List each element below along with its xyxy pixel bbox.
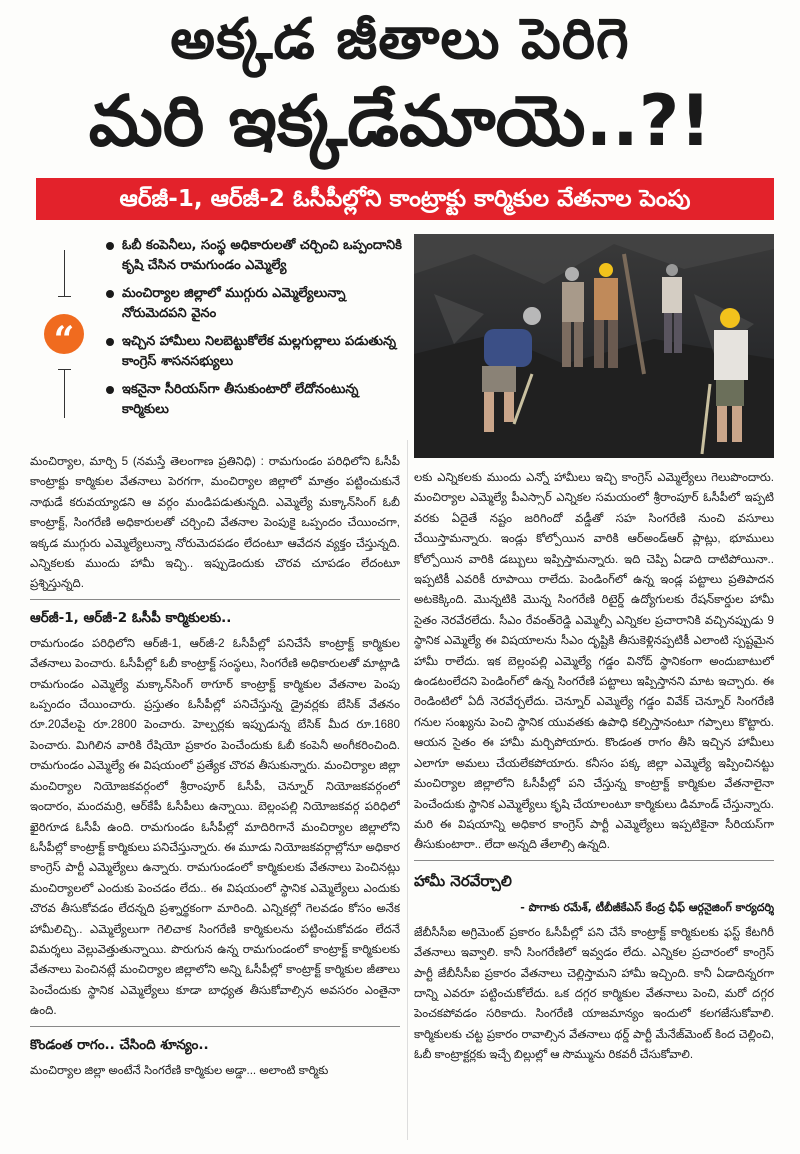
article-paragraph: మంచిర్యాల జిల్లా అంటేనే సింగరేణి కార్మికుల అడ్డా... అలాంటి కార్మికు xyxy=(30,1063,329,1077)
column-divider xyxy=(407,440,408,1140)
article-paragraph: లకు ఎన్నికలకు ముందు ఎన్నో హామీలు ఇచ్చి కాంగ్రెస్ ఎమ్మెల్యేలు గెలుపొందారు. మంచిర్యాల ఎమ్మెల్యే పీఎస్సార్ ఎన్నికల సమయంలో శ్రీరాంపూర్ ఓసీపీలో ఇప్పటి వరకు ఏదైతే నష్టం జరిగిందో వడ్డీతో సహ సింగరేణి నుంచి వసూలు చేయిస్తామన్నారు. ఇండ్లు కోల్పోయిన వారికి ఆర్‌అండ్‌ఆర్ ప్లాట్లు, భూములు కోల్పోయిన వారికి డబ్బులు ఇప్పిస్తామన్నారు. ఇది చెప్పి ఏడాది దాటిపోయినా.. ఇప్పటికీ ఎవరికీ రూపాయి రాలేదు. పెండింగ్‌లో ఉన్న ఇండ్ల పట్టాలు ప్రతిపాదన అటకెక్కింది. మొన్నటికి మొన్న సింగరేణి రిటైర్డ్ ఉద్యోగులకు రేషన్‌కార్డుల హామీ సైతం నెరవేరలేదు. సీఎం రేవంత్‌రెడ్డి ఎమ్మెల్సీ ఎన్నికల ప్రచారానికి వచ్చినప్పుడు 9 స్థానిక ఎమ్మెల్యే ఈ విషయాలను సీఎం దృష్టికి తీసుకెళ్లినప్పటికీ ఎలాంటి స్పష్టమైన హామీ రాలేదు. ఇక బెల్లంపల్లి ఎమ్మెల్యే గడ్డం వినోద్ స్థానికంగా అందుబాటులో ఉండటంలేదని పెండింగ్‌లో ఉన్న సింగరేణి పట్టాలు ఇప్పిస్తానని మాట ఇచ్చారు. ఈ రెండింటిలో ఏదీ నెరవేర్చలేదు. చెన్నూర్ ఎమ్మెల్యే గడ్డం వివేక్ చెన్నూర్ సింగరేణి గనుల సంఖ్యను పెంచి స్థానిక యువతకు ఉపాధి కల్పిస్తానంటూ గప్పాలు కొట్టారు. ఆయన సైతం ఈ హామీ మర్చిపోయారు. కొండంత రాగం తీసి ఇచ్చిన హామీలు ఎలాగూ అమలు చేయలేకపోయారు. కనీసం పక్క జిల్లా ఎమ్మెల్యే ఇప్పించినట్టు మంచిర్యాల జిల్లాలోని ఓసీపీల్లో పని చేస్తున్న కాంట్రాక్ట్ కార్మికుల వేతనాలైనా పెంచేందుకు స్థానిక ఎమ్మెల్యేలు కృషి చేయాలంటూ కార్మికులు డిమాండ్ చేస్తున్నారు. మరి ఈ విషయాన్ని అధికార కాంగ్రెస్ పార్టీ ఎమ్మెల్యేలు ఇప్పటికైనా సీరియస్‌గా తీసుకుంటారా.. లేదా అన్నది తేలాల్సి ఉన్నది. xyxy=(414,471,774,852)
miners-illustration xyxy=(414,234,774,458)
section-heading: ఆర్‌జీ-1, ఆర్‌జీ-2 ఓసీపీ కార్మికులకు.. xyxy=(30,609,232,626)
article-intro: మంచిర్యాల, మార్చి 5 (నమస్తే తెలంగాణ ప్రతినిధి) : రామగుండం పరిధిలోని ఓసీపీ కాంట్రాక్టు కార్మికుల వేతనాలు పెరగగా, మంచిర్యాల జిల్లాలో మాత్రం పట్టించుకునే నాథుడే కరువయ్యాడని ఆ వర్గం మండిపడుతున్నది. ఎమ్మెల్యే మక్కాన్‌సింగ్ ఓబీ కాంట్రాక్ట్, సింగరేణి అధికారులతో చర్చించి వేతనాల పెంపుకై ఒప్పందం చేయించగా, ఇక్కడ ముగ్గురు ఎమ్మెల్యేలున్నా నోరుమెదపడం లేదంటూ ఆవేదన వ్యక్తం చేస్తున్నది. ఎన్నికలకు ముందు హామీ ఇచ్చి.. ఇప్పుడెందుకు చొరవ చూపడం లేదంటూ ప్రశ్నిస్తున్నది. xyxy=(30,455,400,591)
quote-paragraph: జేబీసీసీఐ అగ్రిమెంట్ ప్రకారం ఓసీపీల్లో పని చేసే కాంట్రాక్ట్ కార్మికులకు ఫస్ట్ కేటగిరీ వేతనాలు ఇవ్వాలి. కానీ సింగరేణిలో ఇవ్వడం లేదు. ఎన్నికల ప్రచారంలో కాంగ్రెస్ పార్టీ జేబీసీసీఐ ప్రకారం వేతనాలు చెల్లిస్తామని హామీ ఇచ్చింది. కానీ ఏడాదిన్నరగా దాన్ని ఎవరూ పట్టించుకోలేదు. ఒక దగ్గర కార్మికుల వేతనాలు పెంచి, మరో దగ్గర పెంచకపోవడం సరికాదు. సింగరేణి యాజమాన్యం ఇందులో కలగజేసుకోవాలి. కార్మికులకు చట్ట ప్రకారం రావాల్సిన వేతనాలు థర్డ్ పార్టీ మేనేజ్‌మెంట్ కింద చెల్లించి, ఓబీ కాంట్రాక్టర్లకు ఇచ్చే బిల్లుల్లో ఆ సొమ్మును రికవరీ చేసుకోవాలి. xyxy=(414,925,774,1062)
article-paragraph: రామగుండం పరిధిలోని ఆర్‌జీ-1, ఆర్‌జీ-2 ఓసీపీల్లో పనిచేసే కాంట్రాక్ట్ కార్మికుల వేతనాలు పెంచారు. ఓసీపీల్లో ఓబీ కాంట్రాక్ట్ సంస్థలు, సింగరేణి అధికారులతో మాట్లాడి రామగుండం ఎమ్మెల్యే మక్కాన్‌సింగ్ ఠాగూర్ కాంట్రాక్ట్ కార్మికుల వేతనాల పెంపు ఒప్పందం చేయించారు. ప్రస్తుతం ఓసీపీల్లో పనిచేస్తున్న డ్రైవర్లకు బేసిక్ వేతనం రూ.20వేలపై రూ.2800 పెంచారు. హెల్పర్లకు ఇప్పుడున్న బేసిక్ మీద రూ.1680 పెంచారు. మిగిలిన వారికి రేషియో ప్రకారం పెంచేందుకు ఓబీ కంపెనీ అంగీకరించింది. రామగుండం ఎమ్మెల్యే ఈ విషయంలో ప్రత్యేక చొరవ తీసుకున్నారు. మంచిర్యాల జిల్లా మంచిర్యాల నియోజకవర్గంలో శ్రీరాంపూర్ ఓసీపీ, చెన్నూర్ నియోజకవర్గంలో ఇందారం, మందమర్రి, ఆర్‌కేపీ ఓసీపీలు ఉన్నాయి. బెల్లంపల్లి నియోజకవర్గ పరిధిలో ఖైరిగూడ ఓసీపీ ఉంది. రామగుండం ఓసీపీల్లో మాదిరిగానే మంచిర్యాల జిల్లాలోని ఓసీపీల్లో కాంట్రాక్ట్ కార్మికులు పనిచేస్తున్నారు. ఈ మూడు నియోజకవర్గాల్లోనూ అధికార కాంగ్రెస్ పార్టీ ఎమ్మెల్యేలు ఉన్నారు. రామగుండంలో కార్మికులకు వేతనాలు పెంచినట్లు మంచిర్యాలలో ఎందుకు పెంచడం లేదు.. ఈ విషయంలో స్థానిక ఎమ్మెల్యేలు ఎందుకు చొరవ తీసుకోవడం లేదన్నది ప్రశ్నార్థకంగా మారింది. ఎన్నికల్లో గెలవడం కోసం అనేక హామీలిచ్చి.. ఎమ్మెల్యేలుగా గెలిచాక సింగరేణి కార్మికులను పట్టించుకోవడం లేదనే విమర్శలు వెల్లువెత్తుతున్నాయి. పొరుగున ఉన్న రామగుండంలో కాంట్రాక్ట్ కార్మికులకు వేతనాలు పెంచినట్లే మంచిర్యాల జిల్లాలోని అన్ని ఓసీపీల్లో కాంట్రాక్ట్ కార్మికుల జీతాలు పెంచేందుకు స్థానిక ఎమ్మెల్యేలు కూడా బాధ్యత తీసుకోవాల్సిన అవసరం ఎంతైనా ఉంది. xyxy=(30,636,400,1018)
section-rule xyxy=(30,1026,400,1027)
section-rule xyxy=(30,599,400,600)
decorative-line xyxy=(64,250,65,296)
decorative-line xyxy=(64,370,65,418)
subtitle-banner: ఆర్‌జీ-1, ఆర్‌జీ-2 ఓసీపీల్లోని కాంట్రాక్టు కార్మికుల వేతనాల పెంపు xyxy=(36,178,774,220)
highlights-list xyxy=(104,236,404,428)
highlights-box xyxy=(30,236,400,432)
highlight-item: మంచిర్యాల జిల్లాలో ముగ్గురు ఎమ్మెల్యేలున్నా నోరుమెదపని వైనం xyxy=(104,284,404,324)
highlight-item: ఇచ్చిన హామీలు నిలబెట్టుకోలేక మల్లగుల్లాలు పడుతున్న కాంగ్రెస్ శాసనసభ్యులు xyxy=(104,332,404,372)
left-column xyxy=(30,452,400,1150)
highlight-item: ఇకనైనా సీరియస్‌గా తీసుకుంటారో లేదోనంటున్న కార్మికులు xyxy=(104,380,404,420)
right-column xyxy=(414,468,774,1152)
headline-line-1: అక్కడ జీతాలు పెరిగె xyxy=(170,7,630,72)
section-heading: హామీ నెరవేర్చాలి xyxy=(414,871,512,890)
section-heading: కొండంత రాగం.. చేసింది శూన్యం.. xyxy=(30,1036,209,1053)
section-rule xyxy=(414,860,774,861)
coal-miners-photo xyxy=(414,234,774,458)
quote-icon: “ xyxy=(44,314,84,354)
headline-line-2: మరి ఇక్కడేమాయె..?! xyxy=(88,80,712,162)
highlight-item: ఓబీ కంపెనీలు, సంస్థ అధికారులతో చర్చించి ఒప్పందానికి కృషి చేసిన రామగుండం ఎమ్మెల్యే xyxy=(104,236,404,276)
miner-figure xyxy=(662,264,682,353)
quote-byline: - పొగాకు రమేశ్, టీబీజీకేఎస్ కేంద్ర ఛీఫ్ ఆర్గనైజింగ్ కార్యదర్శి xyxy=(520,900,774,914)
decorative-tick xyxy=(58,296,71,297)
